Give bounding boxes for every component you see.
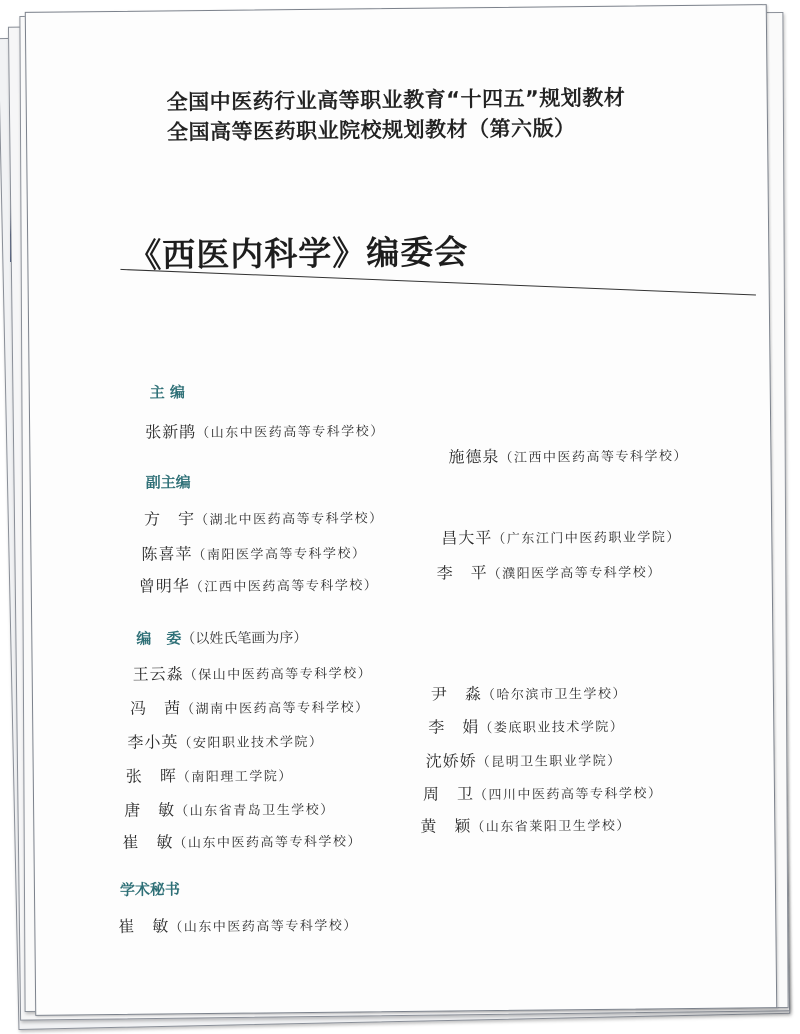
committee-member xyxy=(133,659,373,685)
member-name: 尹 淼 xyxy=(430,684,483,704)
document-page xyxy=(25,4,777,1016)
secretary-heading: 学术秘书 xyxy=(119,880,181,899)
member-name: 张 晖 xyxy=(125,766,177,786)
member-affiliation: （山东中医药高等专科学校） xyxy=(196,424,385,442)
committee-member xyxy=(423,779,663,805)
deputy-editor-heading: 副主编 xyxy=(145,473,191,492)
committee-member xyxy=(431,680,627,705)
member-name: 崔 敏 xyxy=(118,916,170,936)
deputy-editor-entry xyxy=(441,523,681,549)
member-name: 方 宇 xyxy=(143,509,196,529)
member-affiliation: （哈尔滨市卫生学校） xyxy=(481,686,628,704)
member-name: 王云淼 xyxy=(132,664,184,684)
member-affiliation: （南阳医学高等专科学校） xyxy=(192,546,367,564)
member-affiliation: （山东中医药高等专科学校） xyxy=(173,834,363,852)
member-affiliation: （湖南中医药高等专科学校） xyxy=(181,700,370,718)
member-name: 张新鹃 xyxy=(145,422,197,442)
member-name: 李 娟 xyxy=(428,717,480,737)
committee-heading xyxy=(136,626,307,649)
member-name: 施德泉 xyxy=(448,446,500,467)
deputy-editor-entry xyxy=(437,558,662,583)
member-name: 唐 敏 xyxy=(124,800,176,820)
committee-order-note: （以姓氏笔画为序） xyxy=(181,629,308,648)
secretary-entry xyxy=(118,911,358,937)
member-affiliation: （山东省莱阳卫生学校） xyxy=(471,818,631,836)
member-affiliation: （濮阳医学高等专科学校） xyxy=(487,565,662,583)
chief-editor-entry xyxy=(145,417,385,443)
committee-label: 编 委 xyxy=(136,629,182,648)
member-affiliation: （广东江门中医药职业学院） xyxy=(492,530,681,548)
series-title-line-2: 全国高等医药职业院校规划教材（第六版） xyxy=(166,116,576,145)
committee-member xyxy=(426,747,622,772)
committee-member xyxy=(127,728,323,753)
member-affiliation: （安阳职业技术学院） xyxy=(178,734,324,752)
committee-member xyxy=(420,812,631,837)
member-affiliation: （昆明卫生职业学院） xyxy=(476,753,622,771)
committee-member xyxy=(122,827,362,853)
member-name: 李 平 xyxy=(436,563,488,583)
member-name: 沈娇娇 xyxy=(425,751,477,771)
member-name: 周 卫 xyxy=(422,784,475,804)
member-name: 昌大平 xyxy=(441,528,493,548)
member-name: 李小英 xyxy=(127,732,179,752)
member-name: 陈喜苹 xyxy=(141,544,193,564)
chief-editor-heading: 主 编 xyxy=(149,383,186,402)
member-name: 冯 茜 xyxy=(129,698,182,718)
member-name: 黄 颖 xyxy=(420,816,472,836)
deputy-editor-entry xyxy=(139,571,379,597)
page-title: 《西医内科学》编委会 xyxy=(128,232,469,275)
member-affiliation: （娄底职业技术学院） xyxy=(479,719,625,737)
chief-editor-entry xyxy=(448,442,688,468)
member-affiliation: （江西中医药高等专科学校） xyxy=(499,448,689,466)
member-name: 曾明华 xyxy=(138,576,190,596)
committee-member xyxy=(126,762,293,787)
member-affiliation: （江西中医药高等专科学校） xyxy=(189,578,379,596)
series-title-line-1: 全国中医药行业高等职业教育“十四五”规划教材 xyxy=(166,85,626,115)
member-affiliation: （保山中医药高等专科学校） xyxy=(183,666,373,684)
member-affiliation: （四川中医药高等专科学校） xyxy=(473,786,663,804)
member-affiliation: （山东省青岛卫生学校） xyxy=(175,802,335,820)
member-affiliation: （山东中医药高等专科学校） xyxy=(169,918,358,936)
deputy-editor-entry xyxy=(141,539,366,564)
committee-member xyxy=(130,693,370,719)
committee-member xyxy=(124,796,335,821)
member-affiliation: （南阳理工学院） xyxy=(176,769,293,786)
member-name: 崔 敏 xyxy=(122,832,174,852)
member-affiliation: （湖北中医药高等专科学校） xyxy=(195,511,384,529)
committee-member xyxy=(428,713,624,738)
deputy-editor-entry xyxy=(144,504,384,530)
